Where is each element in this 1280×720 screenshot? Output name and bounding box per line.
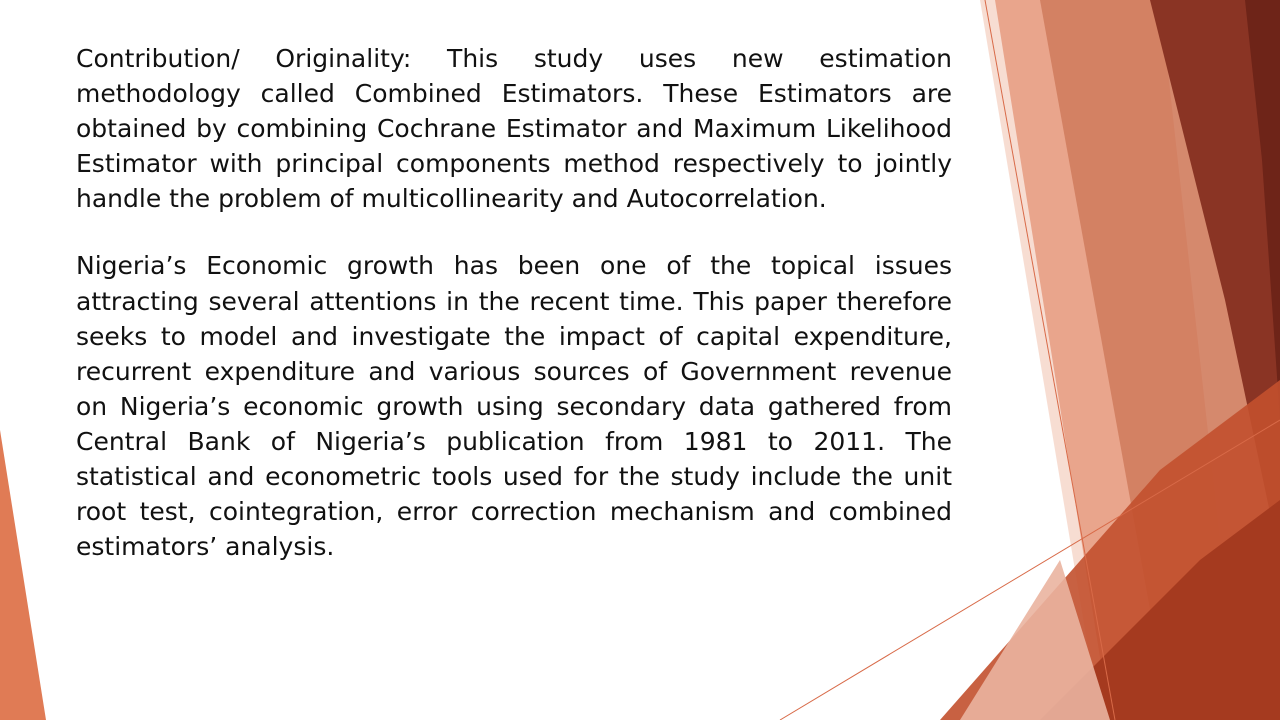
paragraph-abstract: Nigeria’s Economic growth has been one of the topical issues attracting several attentions in the recent time. This paper therefore seeks to model and investigate the impact of capital expenditure, recurrent expenditure and various sources of Government revenue on Nigeria’s economic growth using secondary data gathered from Central Bank of Nigeria’s publication from 1981 to 2011. The statistical and econometric tools used for the study include the unit root test, cointegration, error correction mechanism and combined estimators’ analysis.	[76, 251, 952, 562]
paragraph-contribution: Contribution/ Originality: This study uses new estimation methodology called Combined Estimators. These Estimators are obtained by combining Cochrane Estimator and Maximum Likelihood Estimator with principal components method respectively to jointly handle the problem of multicollinearity and Autocorrelation.	[76, 44, 952, 214]
left-wedge	[0, 430, 46, 720]
text-body	[76, 41, 952, 564]
